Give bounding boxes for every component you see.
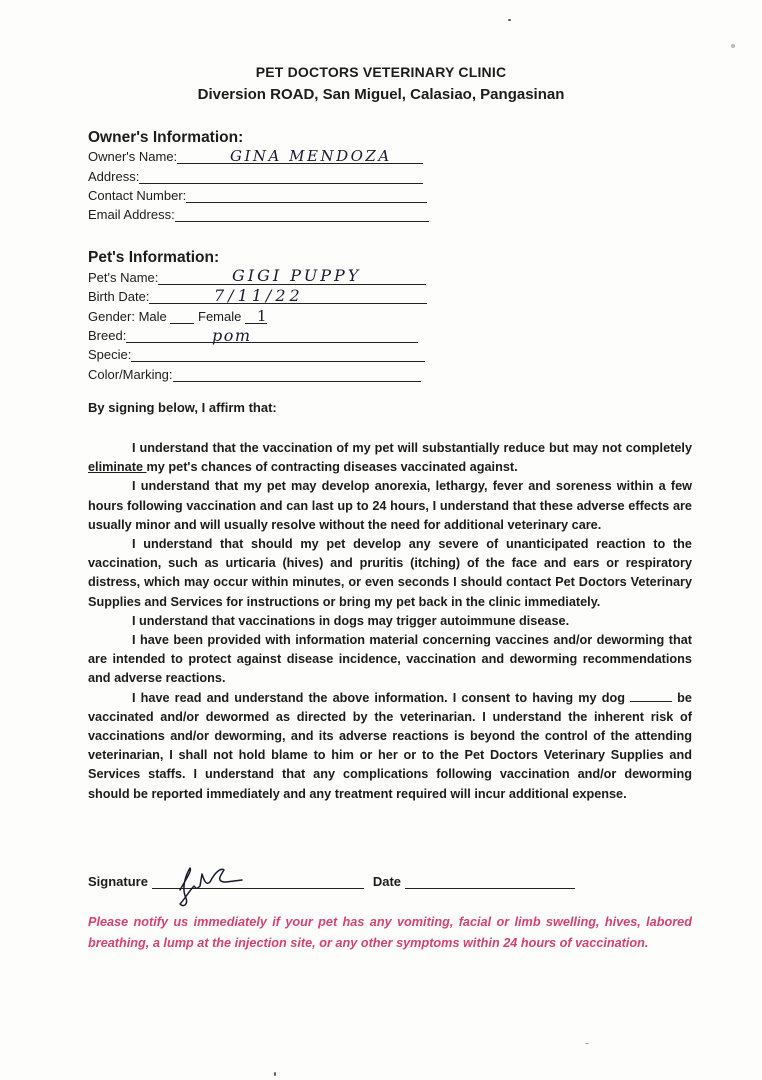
date-line[interactable] [405,874,575,889]
affirm-intro: By signing below, I affirm that: [88,400,277,415]
dog-name-blank[interactable] [630,690,672,702]
consent-p6-end: be vaccinated and/or dewormed as directed by the veterinarian. I understand the inherent risk of vaccinations and/or deworming, and its adverse reactions is beyond the control of the attending veterinarian, I shall not hold blame to him or her or to the Pet Doctors Veterinary Supplies and Services staffs. I understand that any complications following vaccination and/or deworming should be reported immediately and any treatment required will incur additional expense. [88,690,692,801]
consent-p1-end: my pet's chances of contracting diseases vaccinated against. [146,460,518,475]
consent-paragraph-5: I have been provided with information material concerning vaccines and/or deworming that are intended to protect against disease incidence, vaccination and deworming recommendations and adverse reactions. [88,633,692,686]
handwritten-signature [166,860,262,912]
owner-address-label: Address: [88,169,140,184]
consent-paragraph-6 [88,689,692,804]
birth-date-label: Birth Date: [88,289,150,304]
owner-email-label: Email Address: [88,207,175,222]
notice-text: Please notify us immediately if your pet has any vomiting, facial or limb swelling, hives, labored breathing, a lump at the injection site, or any other symptoms within 24 hours of vaccination. [88,915,692,950]
consent-p6-start: I have read and understand the above information. I consent to having my dog [132,690,631,705]
color-marking-label: Color/Marking: [88,367,173,382]
owner-contact-field[interactable] [88,188,427,206]
color-marking-field[interactable] [88,367,421,385]
birth-date-handwritten: 7/11/22 [214,286,304,305]
owner-email-field[interactable] [88,207,429,225]
pet-section-title: Pet's Information: [88,249,220,266]
signature-row [88,874,575,892]
owner-address-field[interactable] [88,169,423,187]
pet-name-label: Pet's Name: [88,270,159,285]
specie-line[interactable] [131,347,425,362]
owner-contact-label: Contact Number: [88,188,187,203]
gender-field[interactable] [88,309,267,327]
scan-speck [731,44,735,48]
date-label: Date [372,874,402,889]
breed-field[interactable] [88,328,418,346]
consent-paragraph-4: I understand that vaccinations in dogs may trigger autoimmune disease. [132,613,570,628]
consent-p1-underlined: eliminate [88,460,147,475]
consent-text [88,439,692,804]
clinic-name: PET DOCTORS VETERINARY CLINIC [255,64,507,80]
breed-line[interactable] [126,328,418,343]
breed-handwritten: pom [212,326,252,345]
scan-speck [508,19,511,21]
color-marking-line[interactable] [173,367,421,382]
owner-name-label: Owner's Name: [88,149,178,164]
pet-name-handwritten: GIGI PUPPY [232,266,362,285]
consent-paragraph-1 [88,439,692,477]
scan-speck [585,1043,589,1044]
gender-female-label: Female [198,309,242,324]
owner-contact-line[interactable] [186,188,427,203]
specie-field[interactable] [88,347,425,365]
consent-paragraph-3: I understand that should my pet develop any severe of unanticipated reaction to the vaccination, such as urticaria (hives) and pruritis (itching) of the face and ears or respiratory distress, which may occur within minutes, or even seconds I should contact Pet Doctors Veterinary Supplies and Services for instructions or bring my pet back in the clinic immediately. [88,537,692,609]
consent-p1-start: I understand that the vaccination of my pet will substantially reduce but may not completely [132,441,692,455]
scan-speck [274,1072,276,1076]
gender-male-label: Gender: Male [88,309,167,324]
gender-female-mark: 1 [257,307,269,325]
clinic-address: Diversion ROAD, San Miguel, Calasiao, Pangasinan [197,86,565,103]
specie-label: Specie: [88,347,132,362]
owner-section-title: Owner's Information: [88,129,244,146]
owner-email-line[interactable] [175,207,429,222]
owner-name-handwritten: GINA MENDOZA [230,147,392,165]
owner-address-line[interactable] [139,169,423,184]
consent-paragraph-2: I understand that my pet may develop anorexia, lethargy, fever and soreness within a few hours following vaccination and can last up to 24 hours, I understand that these adverse effects are usually minor and will usually resolve without the need for additional veterinary care. [88,479,692,532]
signature-label: Signature [88,874,148,889]
breed-label: Breed: [88,328,127,343]
gender-male-line[interactable] [170,309,194,324]
